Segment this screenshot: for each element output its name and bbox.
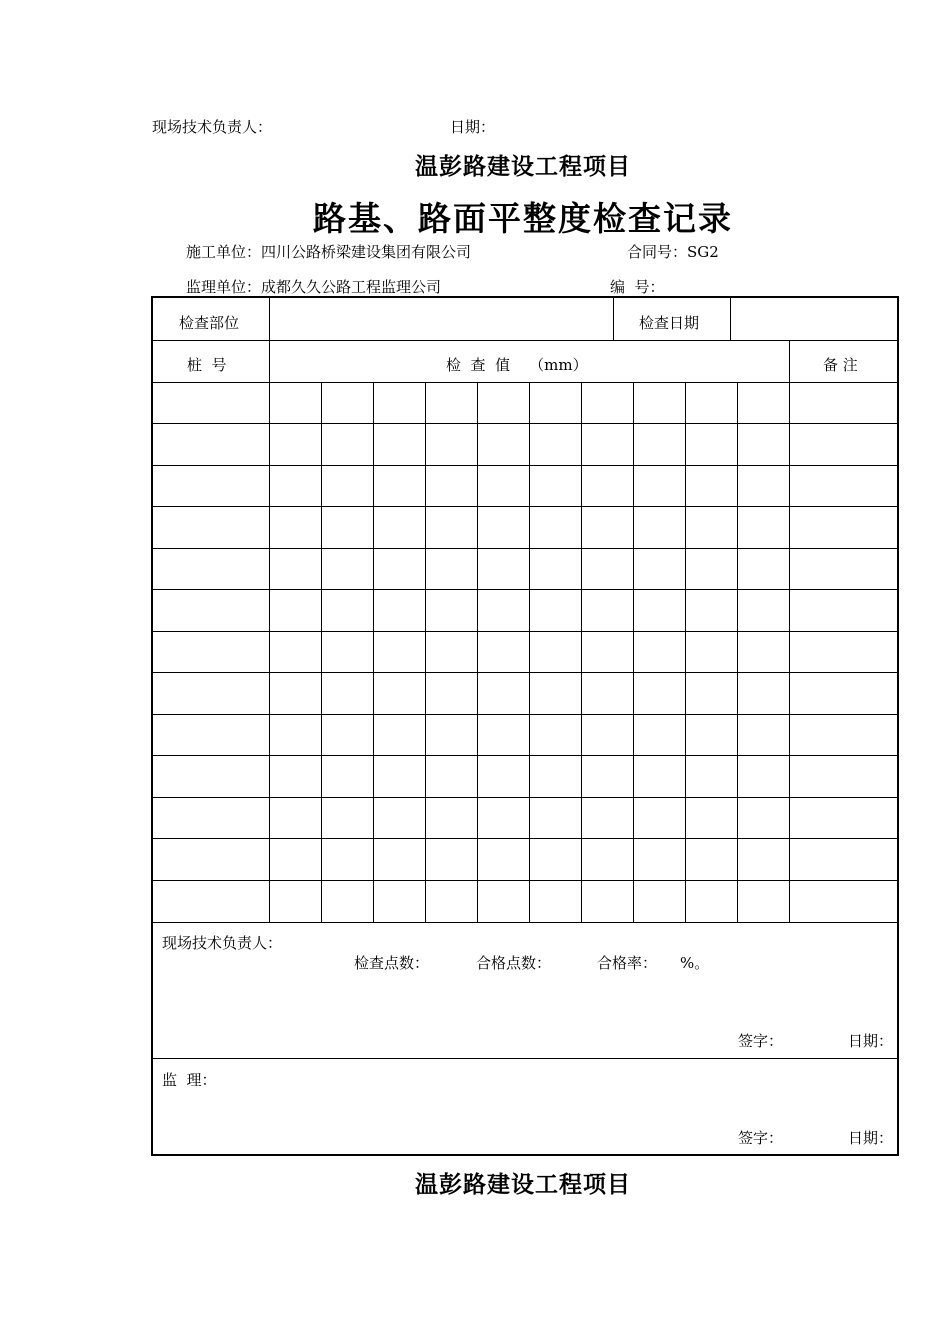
supervision-unit: 监理单位：成都久久公路工程监理公司 (186, 278, 442, 296)
check-value-label: 检 查 值 （mm） (446, 356, 588, 374)
top-date-label: 日期： (450, 118, 496, 136)
bottom-project-title: 温彭路建设工程项目 (415, 1171, 631, 1198)
supervisor-label: 监 理： (162, 1071, 217, 1089)
qualified-points-label: 合格点数： (476, 954, 552, 972)
contract-number: 合同号：SG2 (627, 243, 719, 261)
check-points-label: 检查点数： (354, 954, 430, 972)
footer-tech-lead-label: 现场技术负责人： (162, 934, 283, 952)
remarks-label: 备 注 (823, 356, 858, 374)
inspection-part-label: 检查部位 (179, 314, 240, 332)
footer-date-label: 日期： (848, 1032, 894, 1050)
main-title: 路基、路面平整度检查记录 (313, 199, 733, 238)
top-tech-lead-label: 现场技术负责人： (152, 118, 273, 136)
inspection-date-label: 检查日期 (639, 314, 700, 332)
construction-unit: 施工单位：四川公路桥梁建设集团有限公司 (186, 243, 472, 261)
percent-suffix: %。 (680, 954, 710, 972)
sign-label: 签字： (738, 1032, 784, 1050)
pass-rate-label: 合格率： (597, 954, 658, 972)
serial-number: 编 号： (610, 278, 665, 296)
supervisor-sign-label: 签字： (738, 1129, 784, 1147)
supervisor-date-label: 日期： (848, 1129, 894, 1147)
project-title: 温彭路建设工程项目 (415, 153, 631, 180)
inspection-form (151, 296, 899, 1156)
stake-number-label: 桩 号 (187, 356, 227, 374)
